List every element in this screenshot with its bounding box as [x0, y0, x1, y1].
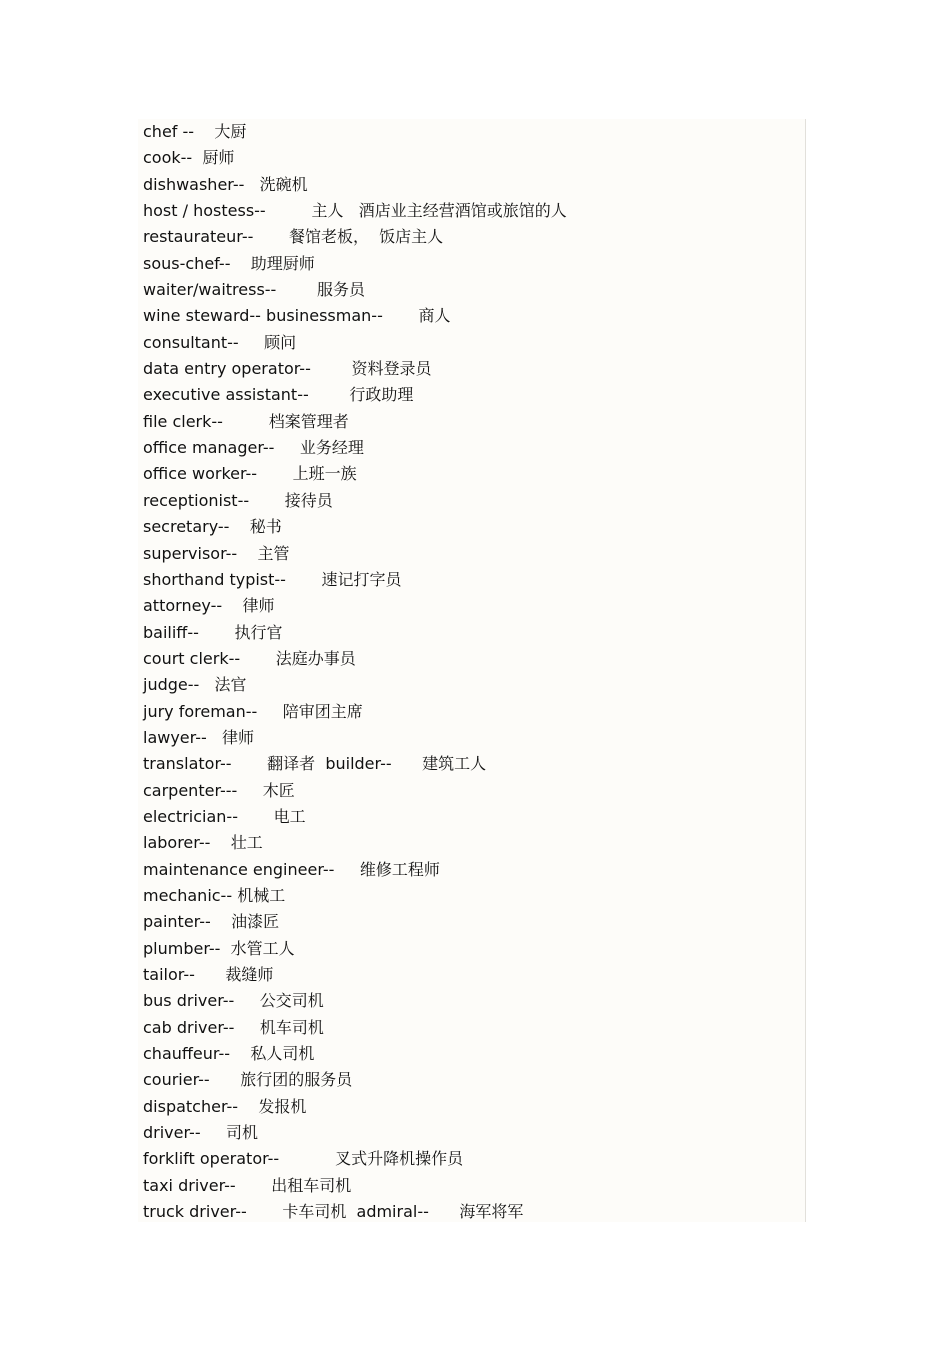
vocab-line: executive assistant-- 行政助理	[143, 385, 414, 405]
vocab-line: painter-- 油漆匠	[143, 912, 280, 932]
vocab-line: electrician-- 电工	[143, 806, 306, 826]
vocab-line: lawyer-- 律师	[143, 727, 255, 747]
vocabulary-list	[143, 119, 803, 1225]
vocab-line: file clerk-- 档案管理者	[143, 411, 349, 431]
vocab-line: sous-chef-- 助理厨师	[143, 253, 315, 273]
vocab-line: host / hostess-- 主人 酒店业主经营酒馆或旅馆的人	[143, 201, 567, 221]
vocab-line: restaurateur-- 餐馆老板， 饭店主人	[143, 227, 444, 247]
vocab-line: supervisor-- 主管	[143, 543, 290, 563]
vocab-line: maintenance engineer-- 维修工程师	[143, 859, 440, 879]
vocab-line: translator-- 翻译者 builder-- 建筑工人	[143, 754, 487, 774]
vocab-line: attorney-- 律师	[143, 596, 275, 616]
vocab-line: truck driver-- 卡车司机 admiral-- 海军将军	[143, 1202, 524, 1222]
vocab-line: wine steward-- businessman-- 商人	[143, 306, 451, 326]
vocab-line: office manager-- 业务经理	[143, 438, 364, 458]
vocab-line: chauffeur-- 私人司机	[143, 1044, 315, 1064]
vocab-line: driver-- 司机	[143, 1123, 259, 1143]
vocab-line: chef -- 大厨	[143, 122, 247, 141]
vocab-line: office worker-- 上班一族	[143, 464, 357, 484]
vocab-line: secretary-- 秘书	[143, 517, 282, 537]
vocab-line: data entry operator-- 资料登录员	[143, 359, 432, 379]
vocab-line: tailor-- 裁缝师	[143, 965, 274, 984]
vocab-line: receptionist-- 接待员	[143, 490, 333, 510]
vocab-line: dishwasher-- 洗碗机	[143, 174, 308, 194]
vocab-line: mechanic-- 机械工	[143, 885, 286, 905]
vocab-line: courier-- 旅行团的服务员	[143, 1070, 353, 1090]
vocab-line: judge-- 法官	[143, 675, 247, 695]
vocab-line: dispatcher-- 发报机	[143, 1096, 307, 1116]
vocab-line: consultant-- 顾问	[143, 332, 297, 352]
vocab-line: shorthand typist-- 速记打字员	[143, 569, 402, 589]
vocab-line: jury foreman-- 陪审团主席	[143, 701, 363, 721]
vocab-line: court clerk-- 法庭办事员	[143, 648, 356, 668]
vocab-line: carpenter--- 木匠	[143, 780, 295, 800]
vocab-line: forklift operator-- 叉式升降机操作员	[143, 1149, 464, 1169]
vocab-line: bailiff-- 执行官	[143, 622, 283, 642]
vocab-line: cab driver-- 机车司机	[143, 1017, 324, 1037]
vocab-line: taxi driver-- 出租车司机	[143, 1175, 352, 1195]
vocab-line: waiter/waitress-- 服务员	[143, 280, 366, 300]
vocab-line: laborer-- 壮工	[143, 833, 263, 853]
vocab-line: cook-- 厨师	[143, 148, 235, 168]
vocab-line: bus driver-- 公交司机	[143, 991, 324, 1011]
vocab-line: plumber-- 水管工人	[143, 938, 295, 958]
